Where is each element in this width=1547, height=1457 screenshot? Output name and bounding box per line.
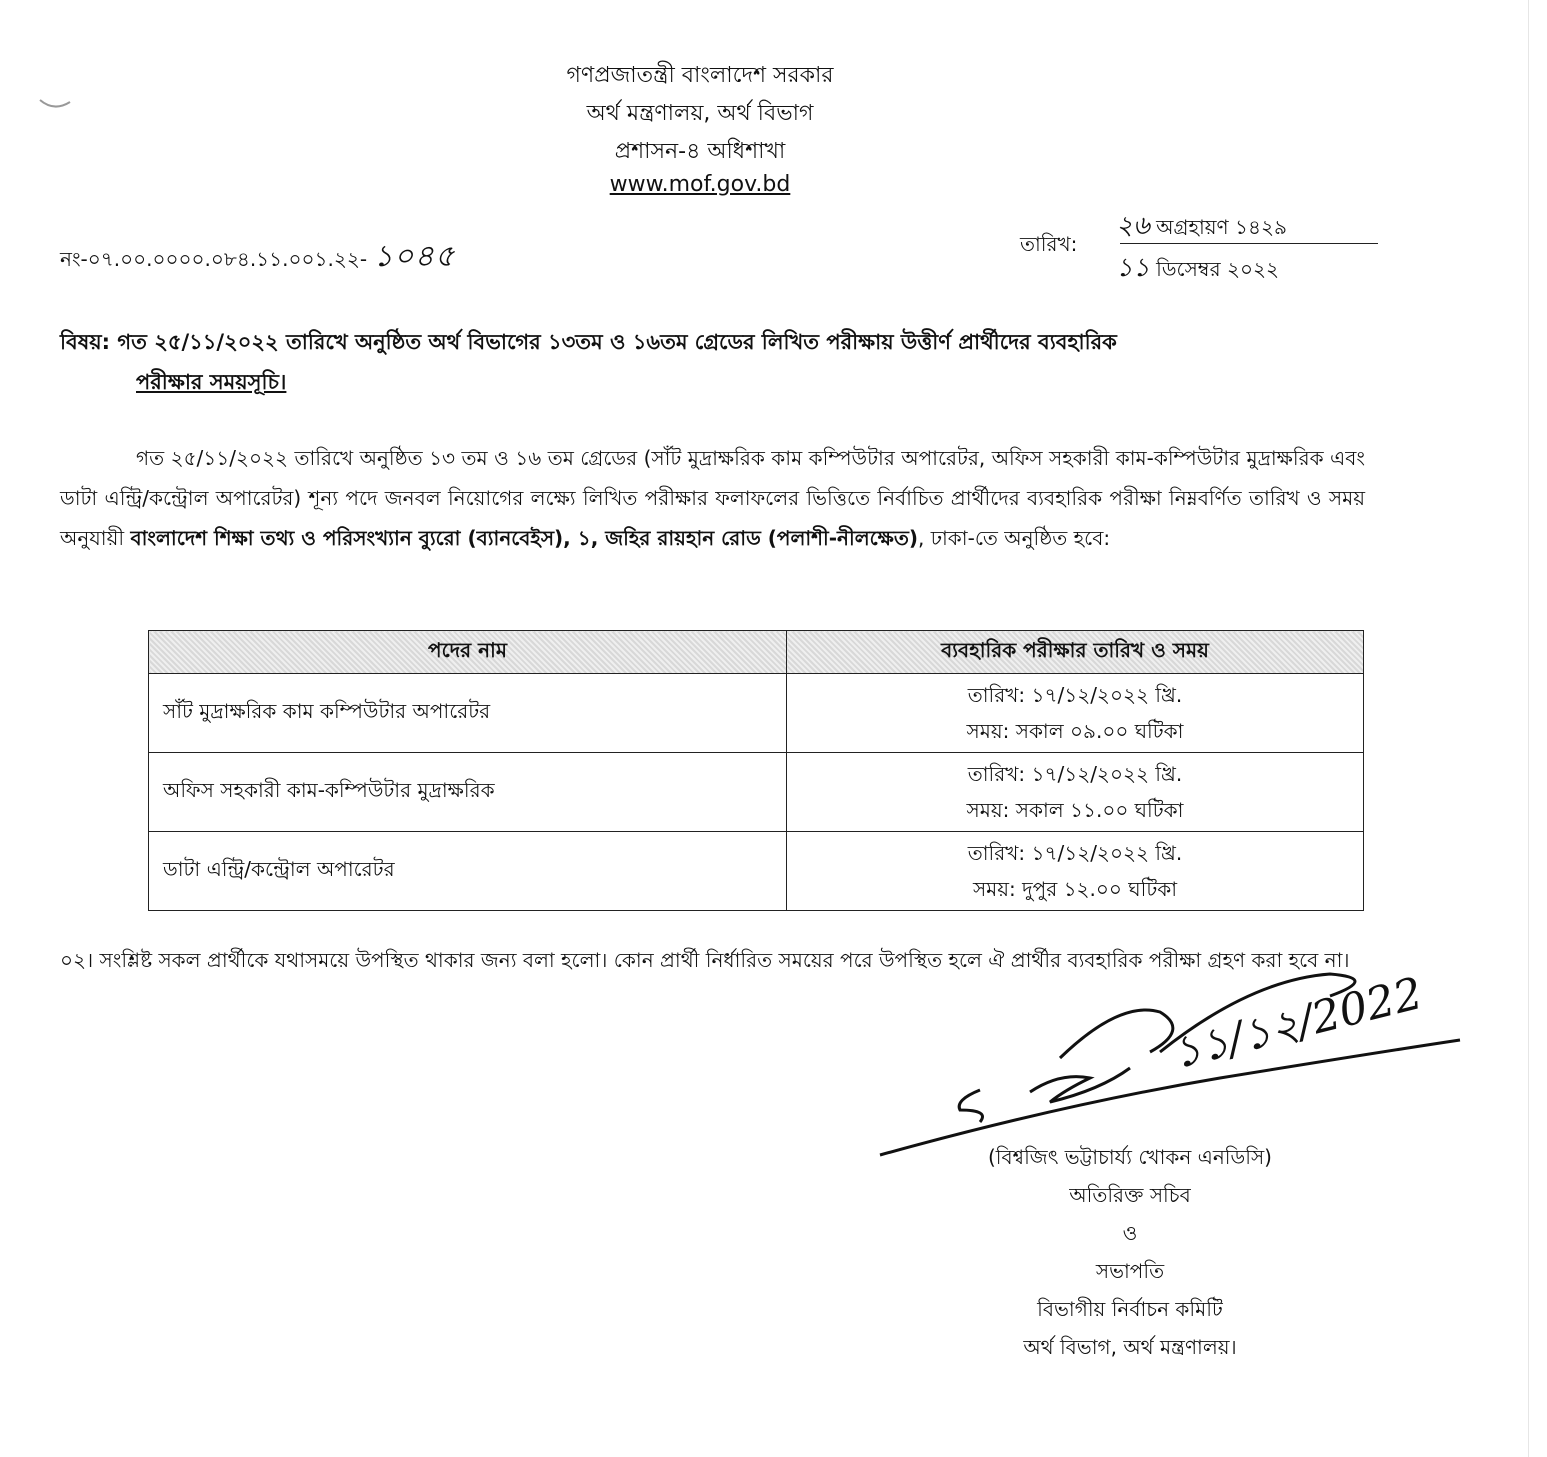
row-time: সময়: সকাল ১১.০০ ঘটিকা <box>966 798 1184 822</box>
subject-line2 <box>60 362 1350 402</box>
signatory-name: (বিশ্বজিৎ ভট্টাচার্য্য খোকন এনডিসি) <box>988 1145 1272 1169</box>
signature-block <box>880 1138 1380 1366</box>
subject <box>60 322 1350 402</box>
row-post: ডাটা এন্ট্রি/কন্ট্রোল অপারেটর <box>149 832 787 911</box>
scan-edge <box>1528 0 1529 1457</box>
memo-number <box>60 232 455 283</box>
row-date: তারিখ: ১৭/১২/২০২২ খ্রি. <box>967 762 1183 786</box>
date-greg-day: ১১ <box>1116 253 1150 283</box>
table-header-row <box>149 631 1364 674</box>
table-row <box>149 753 1364 832</box>
header-post-name: পদের নাম <box>149 631 787 674</box>
date-bangla-rest: অগ্রহায়ণ ১৪২৯ <box>1156 215 1287 239</box>
row-time: সময়: দুপুর ১২.০০ ঘটিকা <box>972 877 1178 901</box>
signatory-title: অতিরিক্ত সচিব <box>1069 1183 1191 1207</box>
memo-handwritten-number: ১০৪৫ <box>373 239 456 274</box>
header-government: গণপ্রজাতন্ত্রী বাংলাদেশ সরকার <box>566 63 834 88</box>
subject-line1 <box>60 322 1350 362</box>
para1-text: গত ২৫/১১/২০২২ তারিখে অনুষ্ঠিত ১৩ তম ও ১৬ তম গ্রেডের (সাঁট মুদ্রাক্ষরিক কাম কম্পিউটার অপারেটর, অফিস সহকারী কাম-কম্পিউটার মুদ্রাক্ষরিক এবং ডাটা এন্ট্রি/কন্ট্রোল অপারেটর) শূন্য পদে জনবল নিয়োগের লক্ষ্যে লিখিত পরীক্ষার ফলাফলের ভিত্তিতে নির্বাচিত প্রার্থীদের ব্যবহারিক পরীক্ষা নিম্নবর্ণিত তারিখ ও সময় অনুযায়ী <box>60 446 1365 550</box>
header-website-row <box>0 172 1400 197</box>
signatory-and: ও <box>1122 1221 1138 1245</box>
signature-handwritten-date: ১১/১২/2022 <box>1166 967 1428 1080</box>
signatory-role: সভাপতি <box>1095 1259 1165 1283</box>
subject-label: বিষয়: <box>60 330 111 354</box>
date-bangla-day: ২৬ <box>1116 211 1150 241</box>
row-datetime <box>787 753 1364 832</box>
row-date: তারিখ: ১৭/১২/২০২২ খ্রি. <box>967 683 1183 707</box>
signatory-committee: বিভাগীয় নির্বাচন কমিটি <box>1037 1297 1223 1321</box>
subject-text1: গত ২৫/১১/২০২২ তারিখে অনুষ্ঠিত অর্থ বিভাগের ১৩তম ও ১৬তম গ্রেডের লিখিত পরীক্ষায় উত্তীর্ণ প্রার্থীদের ব্যবহারিক <box>117 330 1117 354</box>
row-date: তারিখ: ১৭/১২/২০২২ খ্রি. <box>967 841 1183 865</box>
para1-venue: বাংলাদেশ শিক্ষা তথ্য ও পরিসংখ্যান ব্যুরো (ব্যানবেইস), ১, জহির রায়হান রোড (পলাশী-নীলক্ষেত) <box>130 526 918 550</box>
website-link[interactable]: www.mof.gov.bd <box>609 172 791 197</box>
memo-prefix: নং-০৭.০০.০০০০.০৮৪.১১.০০১.২২- <box>60 247 368 271</box>
subject-text2: পরীক্ষার সময়সূচি। <box>136 370 287 394</box>
row-datetime <box>787 832 1364 911</box>
table-row <box>149 832 1364 911</box>
header-exam-datetime: ব্যবহারিক পরীক্ষার তারিখ ও সময় <box>787 631 1364 674</box>
table-row <box>149 674 1364 753</box>
header-ministry: অর্থ মন্ত্রণালয়, অর্থ বিভাগ <box>586 101 814 126</box>
date-greg-rest: ডিসেম্বর ২০২২ <box>1156 257 1279 281</box>
date-gregorian <box>1116 247 1279 291</box>
schedule-table <box>148 630 1364 911</box>
header-section: প্রশাসন-৪ অধিশাখা <box>614 139 786 164</box>
date-label: তারিখ: <box>1020 232 1078 256</box>
row-post: অফিস সহকারী কাম-কম্পিউটার মুদ্রাক্ষরিক <box>149 753 787 832</box>
date-divider <box>1120 243 1378 244</box>
signatory-office: অর্থ বিভাগ, অর্থ মন্ত্রণালয়। <box>1023 1335 1237 1359</box>
body-paragraph-2: ০২। সংশ্লিষ্ট সকল প্রার্থীকে যথাসময়ে উপস্থিত থাকার জন্য বলা হলো। কোন প্রার্থী নির্ধারিত সময়ের পরে উপস্থিত হলে ঐ প্রার্থীর ব্যবহারিক পরীক্ষা গ্রহণ করা হবে না। <box>60 948 1350 972</box>
row-datetime <box>787 674 1364 753</box>
body-paragraph-1 <box>60 438 1365 558</box>
row-post: সাঁট মুদ্রাক্ষরিক কাম কম্পিউটার অপারেটর <box>149 674 787 753</box>
date-block <box>1020 205 1380 285</box>
para1-end: , ঢাকা-তে অনুষ্ঠিত হবে: <box>917 526 1111 550</box>
row-time: সময়: সকাল ০৯.০০ ঘটিকা <box>966 719 1184 743</box>
